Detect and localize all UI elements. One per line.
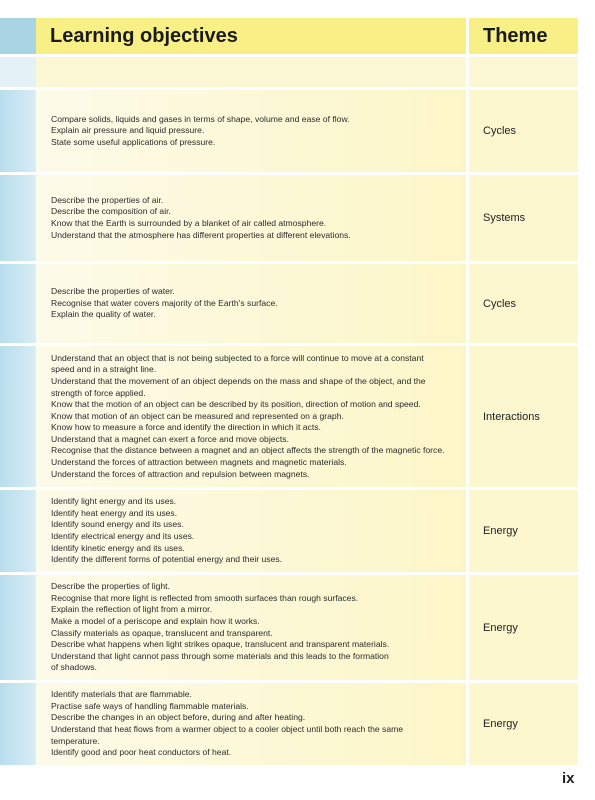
- theme-cell: [469, 264, 578, 343]
- objective-text: Identify light energy and its uses.: [51, 496, 177, 507]
- objective-text: Describe what happens when light strikes opaque, translucent and transparent materials.: [51, 639, 390, 650]
- objective-text: Describe the properties of water.: [51, 286, 175, 297]
- objectives-table: [0, 18, 578, 765]
- objective-text: Identify good and poor heat conductors of heat.: [51, 747, 232, 758]
- table-row: [0, 346, 578, 487]
- row-side-tab: [0, 683, 36, 765]
- blank-band-row: [0, 57, 578, 87]
- table-row: [0, 90, 578, 172]
- row-side-tab: [0, 90, 36, 172]
- theme-text: Energy: [483, 621, 518, 634]
- theme-text: Energy: [483, 525, 518, 537]
- theme-cell: [469, 683, 578, 765]
- objective-text: strength of force applied.: [51, 387, 146, 398]
- objective-text: Know that the Earth is surrounded by a blanket of air called atmosphere.: [51, 218, 327, 228]
- theme-header-cell: [469, 18, 578, 54]
- objective-text: Explain air pressure and liquid pressure.: [51, 125, 205, 136]
- theme-cell: [469, 346, 578, 487]
- objective-text: Practise safe ways of handling flammable materials.: [51, 700, 249, 711]
- objective-text: Understand that the movement of an object depends on the mass and shape of the object, and the: [51, 375, 426, 386]
- objective-text: Recognise that the distance between a magnet and an object affects the strength of the magnetic force.: [51, 445, 445, 456]
- objective-text: temperature.: [51, 735, 100, 746]
- objective-text: Know that motion of an object can be measured and represented on a graph.: [51, 410, 344, 421]
- theme-text: Cycles: [483, 125, 517, 137]
- objective-text: Know how to measure a force and identify the direction in which it acts.: [51, 422, 321, 433]
- objectives-cell: [36, 490, 466, 572]
- theme-text: Energy: [483, 718, 518, 730]
- objective-text: Identify kinetic energy and its uses.: [51, 542, 185, 553]
- objective-text: Make a model of a periscope and explain how it works.: [51, 615, 260, 626]
- objective-text: Describe the properties of light.: [51, 581, 170, 592]
- objective-text: Explain the quality of water.: [51, 309, 156, 320]
- objective-text: of shadows.: [51, 662, 97, 673]
- row-side-tab: [0, 175, 36, 261]
- table-header-row: [0, 18, 578, 54]
- objective-text: Explain the reflection of light from a mirror.: [51, 604, 212, 615]
- objective-text: Describe the composition of air.: [51, 206, 171, 217]
- table-row: [0, 264, 578, 343]
- theme-cell: [469, 490, 578, 572]
- objective-text: Understand that light cannot pass through some materials and this leads to the formation: [51, 650, 389, 661]
- objectives-cell: [36, 346, 466, 487]
- objective-text: Identify electrical energy and its uses.: [51, 531, 195, 541]
- objective-text: Recognise that more light is reflected from smooth surfaces than rough surfaces.: [51, 592, 359, 603]
- row-side-tab: [0, 346, 36, 487]
- objectives-cell: [36, 175, 466, 261]
- objective-text: Understand that an object that is not being subjected to a force will continue to move at a constant: [51, 352, 424, 363]
- table-row: [0, 683, 578, 765]
- theme-cell: [469, 90, 578, 172]
- objective-text: Recognise that water covers majority of the Earth's surface.: [51, 297, 278, 308]
- objective-text: Describe the changes in an object before, during and after heating.: [51, 712, 306, 723]
- objective-text: Understand the forces of attraction between magnets and magnetic materials.: [51, 457, 347, 468]
- row-side-tab: [0, 264, 36, 343]
- objective-text: Identify heat energy and its uses.: [51, 507, 178, 518]
- header-side-tab: [0, 18, 36, 54]
- page-number: ix: [562, 770, 575, 787]
- objective-text: speed and in a straight line.: [51, 364, 157, 375]
- theme-text: Cycles: [483, 297, 517, 310]
- objectives-cell: [36, 90, 466, 172]
- objectives-cell: [36, 264, 466, 343]
- objective-text: Understand the forces of attraction and repulsion between magnets.: [51, 468, 310, 479]
- theme-text: Interactions: [483, 410, 540, 423]
- objective-text: State some useful applications of pressure.: [51, 136, 216, 147]
- row-side-tab: [0, 490, 36, 572]
- objective-text: Understand that heat flows from a warmer object to a cooler object until both reach the same: [51, 724, 404, 734]
- table-row: [0, 575, 578, 680]
- objectives-header-cell: [36, 18, 466, 54]
- theme-cell: [469, 575, 578, 680]
- objective-text: Identify materials that are flammable.: [51, 689, 192, 700]
- table-row: [0, 175, 578, 261]
- objective-text: Know that the motion of an object can be described by its position, direction of motion and speed.: [51, 399, 421, 410]
- objectives-cell: [36, 575, 466, 680]
- theme-cell: [469, 175, 578, 261]
- objective-text: Describe the properties of air.: [51, 194, 164, 205]
- objectives-cell: [36, 683, 466, 765]
- objective-text: Identify the different forms of potential energy and their uses.: [51, 554, 283, 565]
- table-row: [0, 490, 578, 572]
- objective-text: Understand that a magnet can exert a force and move objects.: [51, 433, 289, 444]
- theme-text: Systems: [483, 212, 526, 224]
- objectives-header: Learning objectives: [50, 24, 238, 47]
- objective-text: Compare solids, liquids and gases in terms of shape, volume and ease of flow.: [51, 113, 350, 124]
- theme-header: Theme: [483, 24, 548, 47]
- objective-text: Classify materials as opaque, translucent and transparent.: [51, 627, 273, 638]
- objective-text: Understand that the atmosphere has different properties at different elevations.: [51, 229, 351, 240]
- objective-text: Identify sound energy and its uses.: [51, 519, 184, 530]
- row-side-tab: [0, 575, 36, 680]
